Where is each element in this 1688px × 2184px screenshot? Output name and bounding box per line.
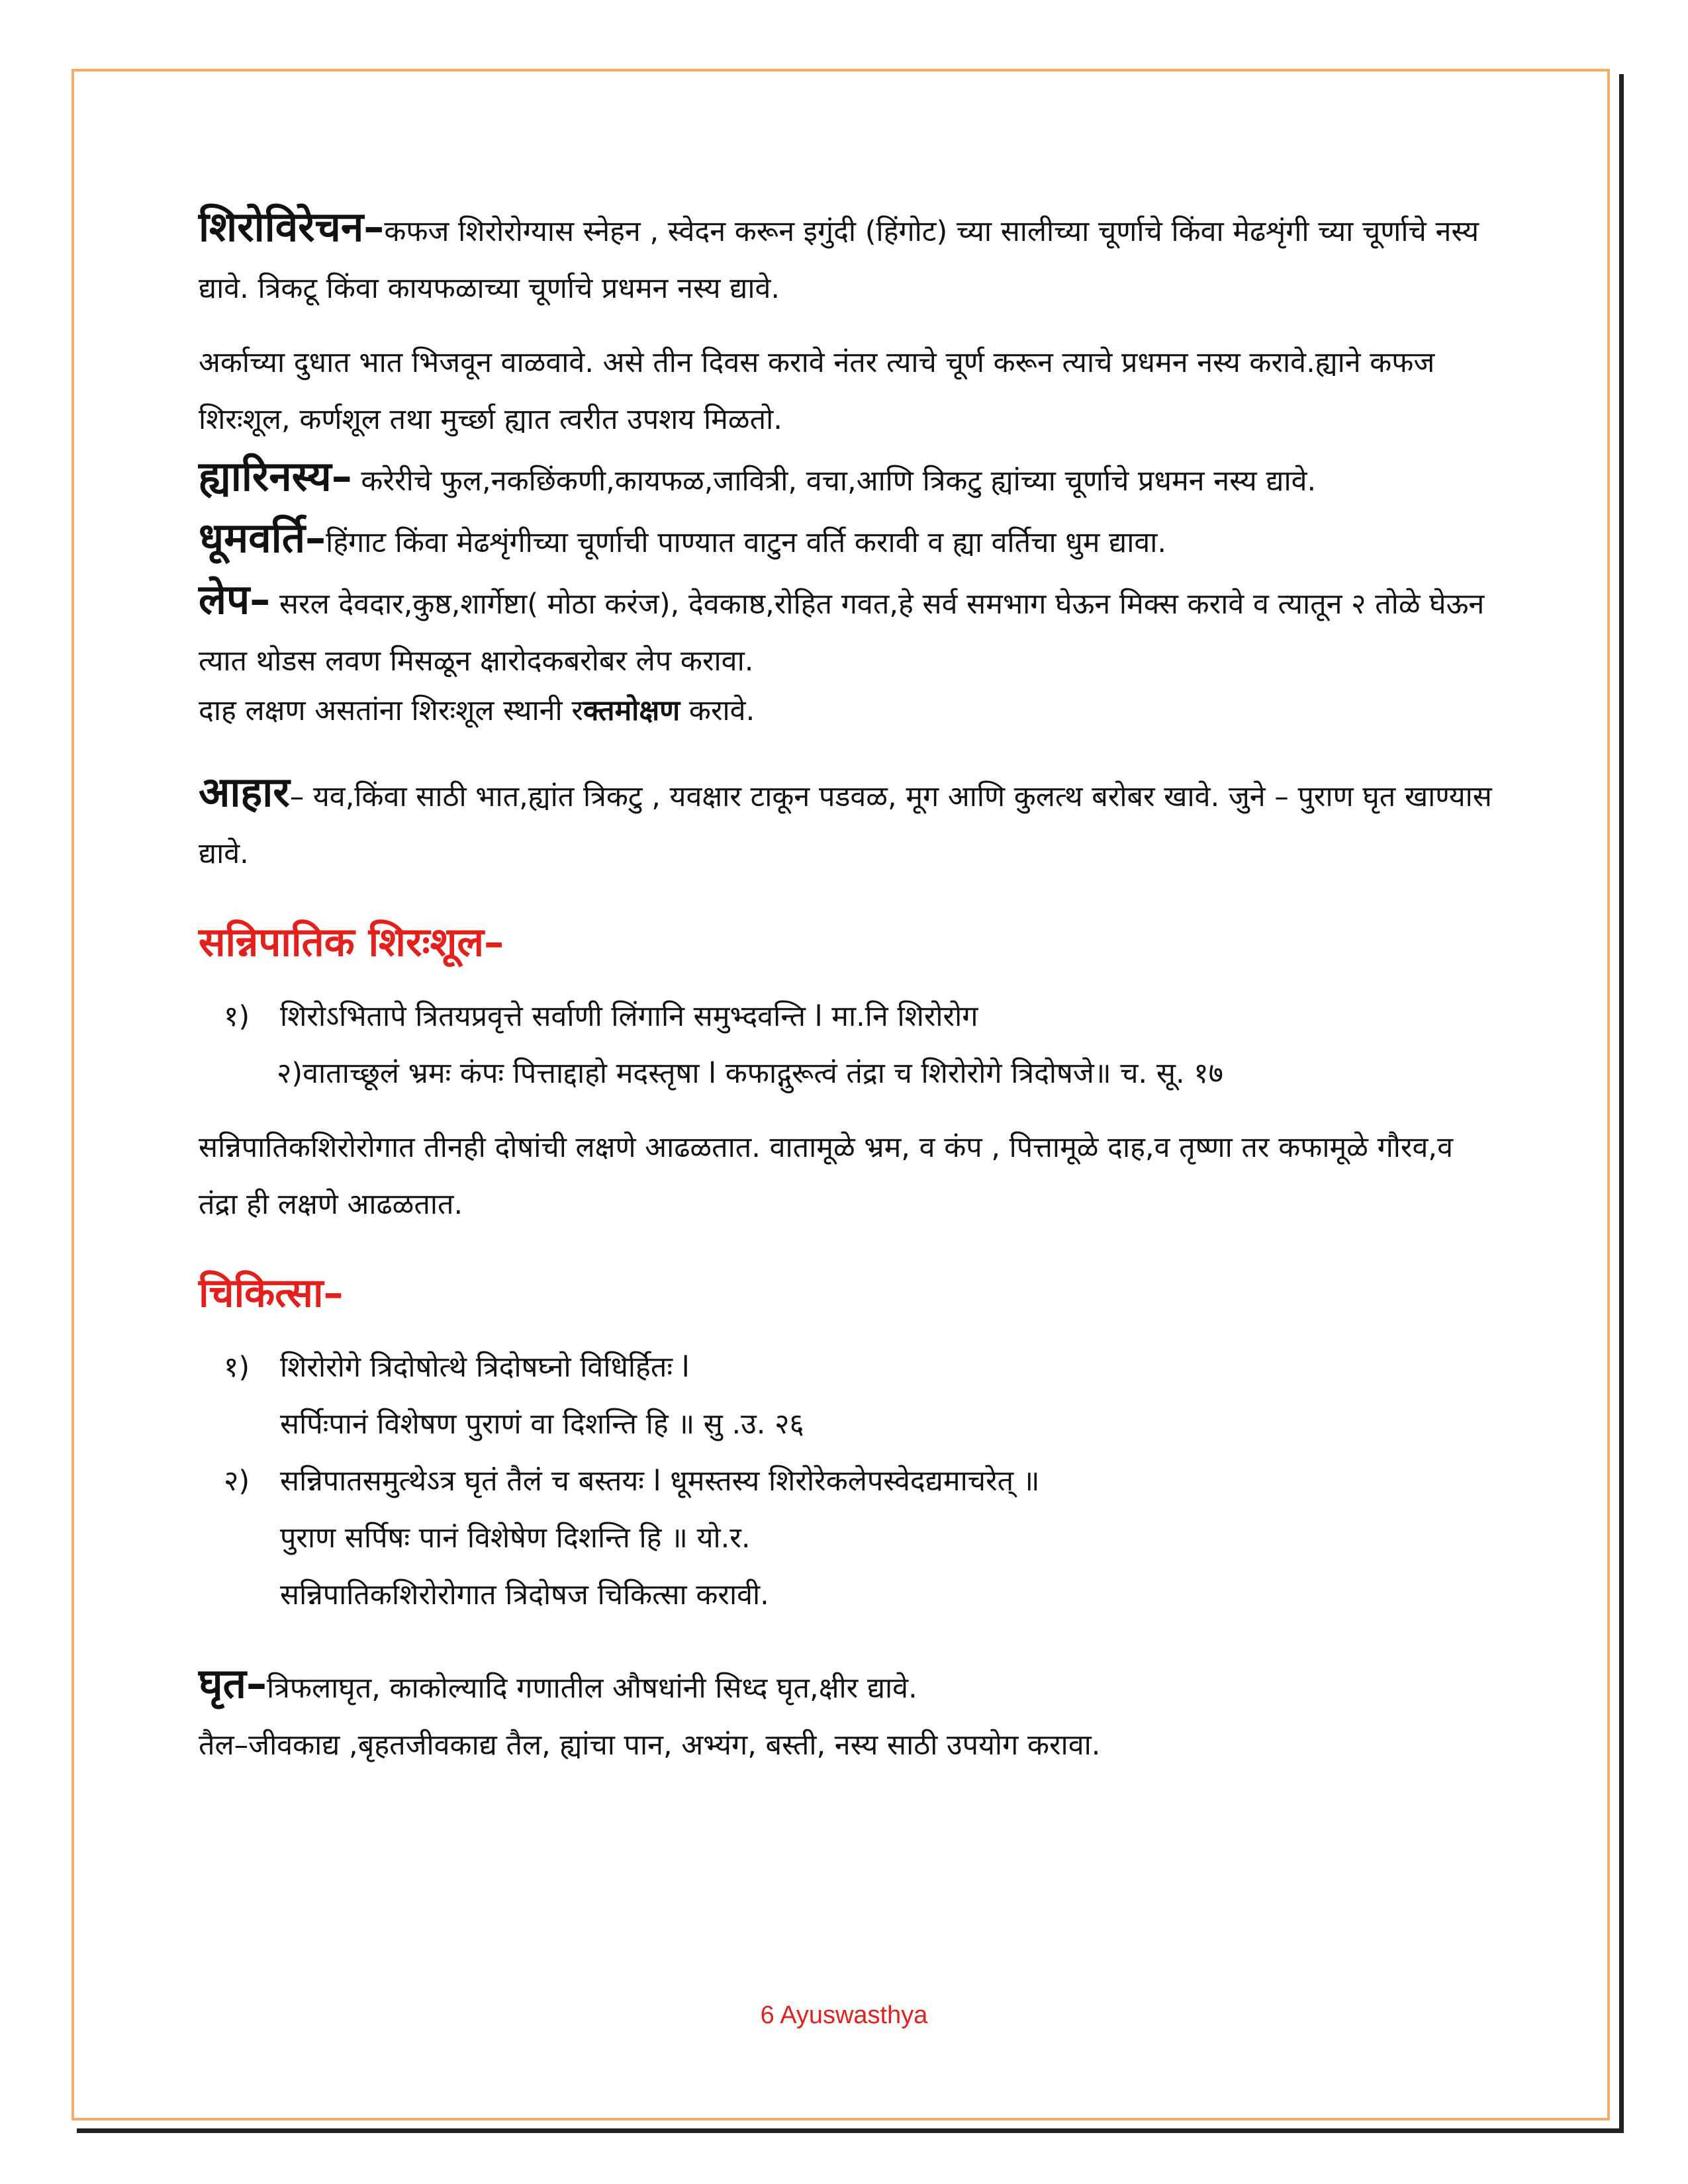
verse-text: शिरोरोगे त्रिदोषोत्थे त्रिदोषघ्नो विधिर्हितः l xyxy=(280,1351,690,1384)
ghrut-text: त्रिफलाघृत, काकोल्यादि गणातील औषधांनी सिध्द घृत,क्षीर द्यावे. xyxy=(266,1672,917,1705)
page-footer: 6 Ayuswasthya xyxy=(760,2001,928,2029)
daah-text-bold: क्तमोक्षण xyxy=(583,694,680,727)
shirovirechan-paragraph xyxy=(199,199,1496,317)
dhoomvarti-text: हिंगाट किंवा मेढशृंगीच्या चूर्णाची पाण्यात वाटुन वर्ति करावी व ह्या वर्तिचा धुम द्यावा. xyxy=(326,526,1167,559)
verse-number: १) xyxy=(224,1351,250,1384)
sannipatik-heading: सन्निपातिक शिरःशूल– xyxy=(199,919,504,966)
tail-paragraph: तैल–जीवकाद्य ,बृहतजीवकाद्य तैल, ह्यांचा पान, अभ्यंग, बस्ती, नस्य साठी उपयोग करावा. xyxy=(199,1729,1101,1762)
daah-text-before: दाह लक्षण असतांना शिरःशूल स्थानी र xyxy=(199,694,583,727)
verse-text: शिरोऽभितापे त्रितयप्रवृत्ते सर्वाणी लिंगानि समुभ्दवन्ति l मा.नि शिरोरोग xyxy=(280,1000,978,1033)
ghrut-paragraph xyxy=(199,1655,1496,1717)
daah-line xyxy=(199,690,1496,732)
aahar-paragraph xyxy=(199,764,1496,882)
page-content xyxy=(199,199,1496,1774)
hyarinasya-paragraph xyxy=(199,448,1496,510)
lep-paragraph xyxy=(199,571,1496,690)
hyarinasya-text: करेरीचे फुल,नकछिंकणी,कायफळ,जावित्री, वचा,आणि त्रिकटु ह्यांच्या चूर्णाचे प्रधमन नस्य द्यावे. xyxy=(352,465,1317,498)
verse-number: १) xyxy=(224,1000,250,1033)
aahar-heading: आहार xyxy=(199,768,290,816)
chikitsa-verse-1b: सर्पिःपानं विशेषण पुराणं वा दिशन्ति हि ॥ सु .उ. २६ xyxy=(280,1408,804,1441)
shirovirechan-text: कफज शिरोरोग्यास स्नेहन , स्वेदन करून इगुंदी (हिंगोट) च्या सालीच्या चूर्णाचे किंवा मेढशृंगी च्या चूर्णाचे नस्य द्यावे. त्रिकटू किंवा कायफळाच्या चूर्णाचे प्रधमन नस्य द्यावे. xyxy=(199,215,1479,305)
arka-paragraph: अर्काच्या दुधात भात भिजवून वाळवावे. असे तीन दिवस करावे नंतर त्याचे चूर्ण करून त्याचे प्रधमन नस्य करावे.ह्याने कफज शिरःशूल, कर्णशूल तथा मुर्च्छा ह्यात त्वरीत उपशय मिळतो. xyxy=(199,346,1435,436)
lep-text: सरल देवदार,कुष्ठ,शार्गेष्टा( मोठा करंज), देवकाष्ठ,रोहित गवत,हे सर्व समभाग घेऊन मिक्स करावे व त्यातून २ तोळे घेऊन त्यात थोडस लवण मिसळून क्षारोदकबरोबर लेप करावा. xyxy=(199,588,1485,678)
hyarinasya-heading: ह्यारिनस्य– xyxy=(199,452,352,500)
dhoomvarti-heading: धूमवर्ति– xyxy=(199,514,326,562)
chikitsa-verse-1a xyxy=(199,1339,1496,1396)
chikitsa-verse-2c: सन्निपातिकशिरोरोगात त्रिदोषज चिकित्सा करावी. xyxy=(280,1578,769,1612)
aahar-text: – यव,किंवा साठी भात,ह्यांत त्रिकटु , यवक्षार टाकून पडवळ, मूग आणि कुलत्थ बरोबर खावे. जुने – पुराण घृत खाण्यास द्यावे. xyxy=(199,780,1492,870)
sannipatik-paragraph: सन्निपातिकशिरोरोगात तीनही दोषांची लक्षणे आढळतात. वातामूळे भ्रम, व कंप , पित्तामूळे दाह,व तृष्णा तर कफामूळे गौरव,व तंद्रा ही लक्षणे आढळतात. xyxy=(199,1131,1453,1221)
dhoomvarti-paragraph xyxy=(199,510,1496,571)
lep-heading: लेप– xyxy=(199,575,271,623)
daah-text-after: करावे. xyxy=(680,694,755,727)
chikitsa-heading: चिकित्सा– xyxy=(199,1270,344,1316)
sannipatik-verse-2: २)वाताच्छूलं भ्रमः कंपः पित्ताद्दाहो मदस्तृषा l कफाद्गुरूत्वं तंद्रा च शिरोरोगे त्रिदोषजे॥ च. सू. १७ xyxy=(277,1057,1224,1090)
shirovirechan-heading: शिरोविरेचन– xyxy=(199,203,385,251)
chikitsa-verse-2a xyxy=(199,1453,1496,1510)
verse-number: २) xyxy=(224,1465,250,1498)
sannipatik-verse-1 xyxy=(199,988,1496,1045)
ghrut-heading: घृत– xyxy=(199,1659,267,1707)
chikitsa-verse-2b: पुराण सर्पिषः पानं विशेषेण दिशन्ति हि ॥ यो.र. xyxy=(280,1522,751,1555)
verse-text: सन्निपातसमुत्थेऽत्र घृतं तैलं च बस्तयः l धूमस्तस्य शिरोरेकलेपस्वेदद्यमाचरेत् ॥ xyxy=(280,1465,1040,1498)
